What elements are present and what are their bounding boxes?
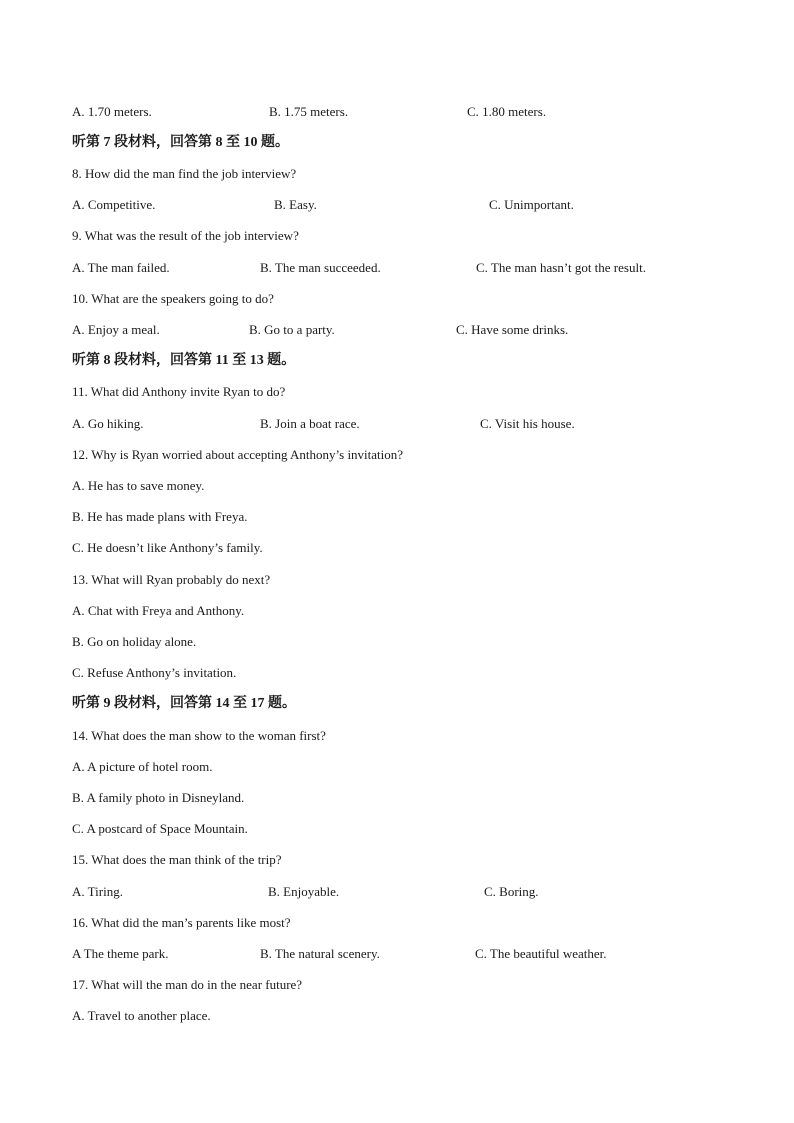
option-a: A The theme park. [72, 946, 169, 961]
option-b: B. Easy. [274, 197, 317, 212]
question-17: 17. What will the man do in the near future? [72, 977, 303, 992]
option-line: A. He has to save money. [72, 478, 205, 493]
option-a: A. Competitive. [72, 197, 156, 212]
question-12: 12. Why is Ryan worried about accepting Anthony’s invitation? [72, 447, 404, 462]
section-heading-7: 听第 7 段材料，回答第 8 至 10 题。 [72, 135, 289, 150]
option-c: C. Have some drinks. [456, 322, 569, 337]
option-line: C. He doesn’t like Anthony’s family. [72, 540, 263, 555]
option-a: A. Go hiking. [72, 416, 144, 431]
option-a: A. The man failed. [72, 260, 170, 275]
option-line: A. A picture of hotel room. [72, 759, 213, 774]
question-9: 9. What was the result of the job interview? [72, 228, 299, 243]
option-b: B. The man succeeded. [260, 260, 381, 275]
option-line: A. Chat with Freya and Anthony. [72, 603, 245, 618]
option-c: C. The beautiful weather. [475, 946, 607, 961]
option-b: B. Join a boat race. [260, 416, 360, 431]
option-a: A. Enjoy a meal. [72, 322, 160, 337]
option-c: C. Unimportant. [489, 197, 574, 212]
option-line: C. A postcard of Space Mountain. [72, 821, 248, 836]
option-line: B. Go on holiday alone. [72, 634, 197, 649]
section-heading-8: 听第 8 段材料，回答第 11 至 13 题。 [72, 353, 296, 368]
option-c: C. Boring. [484, 884, 539, 899]
option-b: B. The natural scenery. [260, 946, 380, 961]
option-a: A. 1.70 meters. [72, 104, 152, 119]
option-c: C. Visit his house. [480, 416, 575, 431]
option-line: C. Refuse Anthony’s invitation. [72, 665, 237, 680]
option-c: C. The man hasn’t got the result. [476, 260, 646, 275]
option-b: B. Enjoyable. [268, 884, 340, 899]
option-line: B. He has made plans with Freya. [72, 509, 248, 524]
option-line: B. A family photo in Disneyland. [72, 790, 245, 805]
question-13: 13. What will Ryan probably do next? [72, 572, 271, 587]
question-11: 11. What did Anthony invite Ryan to do? [72, 384, 286, 399]
question-10: 10. What are the speakers going to do? [72, 291, 274, 306]
option-b: B. Go to a party. [249, 322, 335, 337]
question-8: 8. How did the man find the job interview? [72, 166, 297, 181]
question-14: 14. What does the man show to the woman first? [72, 728, 326, 743]
option-a: A. Tiring. [72, 884, 123, 899]
option-b: B. 1.75 meters. [269, 104, 349, 119]
question-16: 16. What did the man’s parents like most? [72, 915, 291, 930]
option-c: C. 1.80 meters. [467, 104, 547, 119]
option-line: A. Travel to another place. [72, 1008, 211, 1023]
question-15: 15. What does the man think of the trip? [72, 852, 282, 867]
section-heading-9: 听第 9 段材料，回答第 14 至 17 题。 [72, 696, 296, 711]
